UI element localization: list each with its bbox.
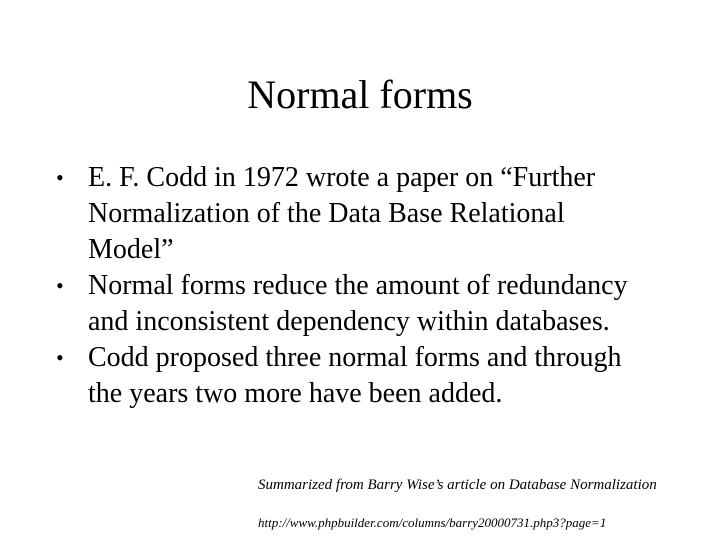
bullet-text: Codd proposed three normal forms and through the years two more have been added.	[88, 342, 622, 409]
bullet-item	[56, 160, 656, 268]
bullet-text: E. F. Codd in 1972 wrote a paper on “Further Normalization of the Data Base Relational Model”	[88, 162, 596, 265]
bullet-marker: •	[56, 345, 64, 370]
bullet-item	[56, 340, 656, 412]
slide-title: Normal forms	[247, 72, 473, 117]
citation-url: http://www.phpbuilder.com/columns/barry20000731.php3?page=1	[258, 515, 607, 530]
bullet-list	[56, 160, 656, 412]
bullet-item	[56, 268, 656, 340]
bullet-marker: •	[56, 165, 64, 190]
bullet-marker: •	[56, 273, 64, 298]
citation-note: Summarized from Barry Wise’s article on Database Normalization	[258, 477, 657, 493]
bullet-text: Normal forms reduce the amount of redundancy and inconsistent dependency within databases.	[88, 270, 628, 337]
